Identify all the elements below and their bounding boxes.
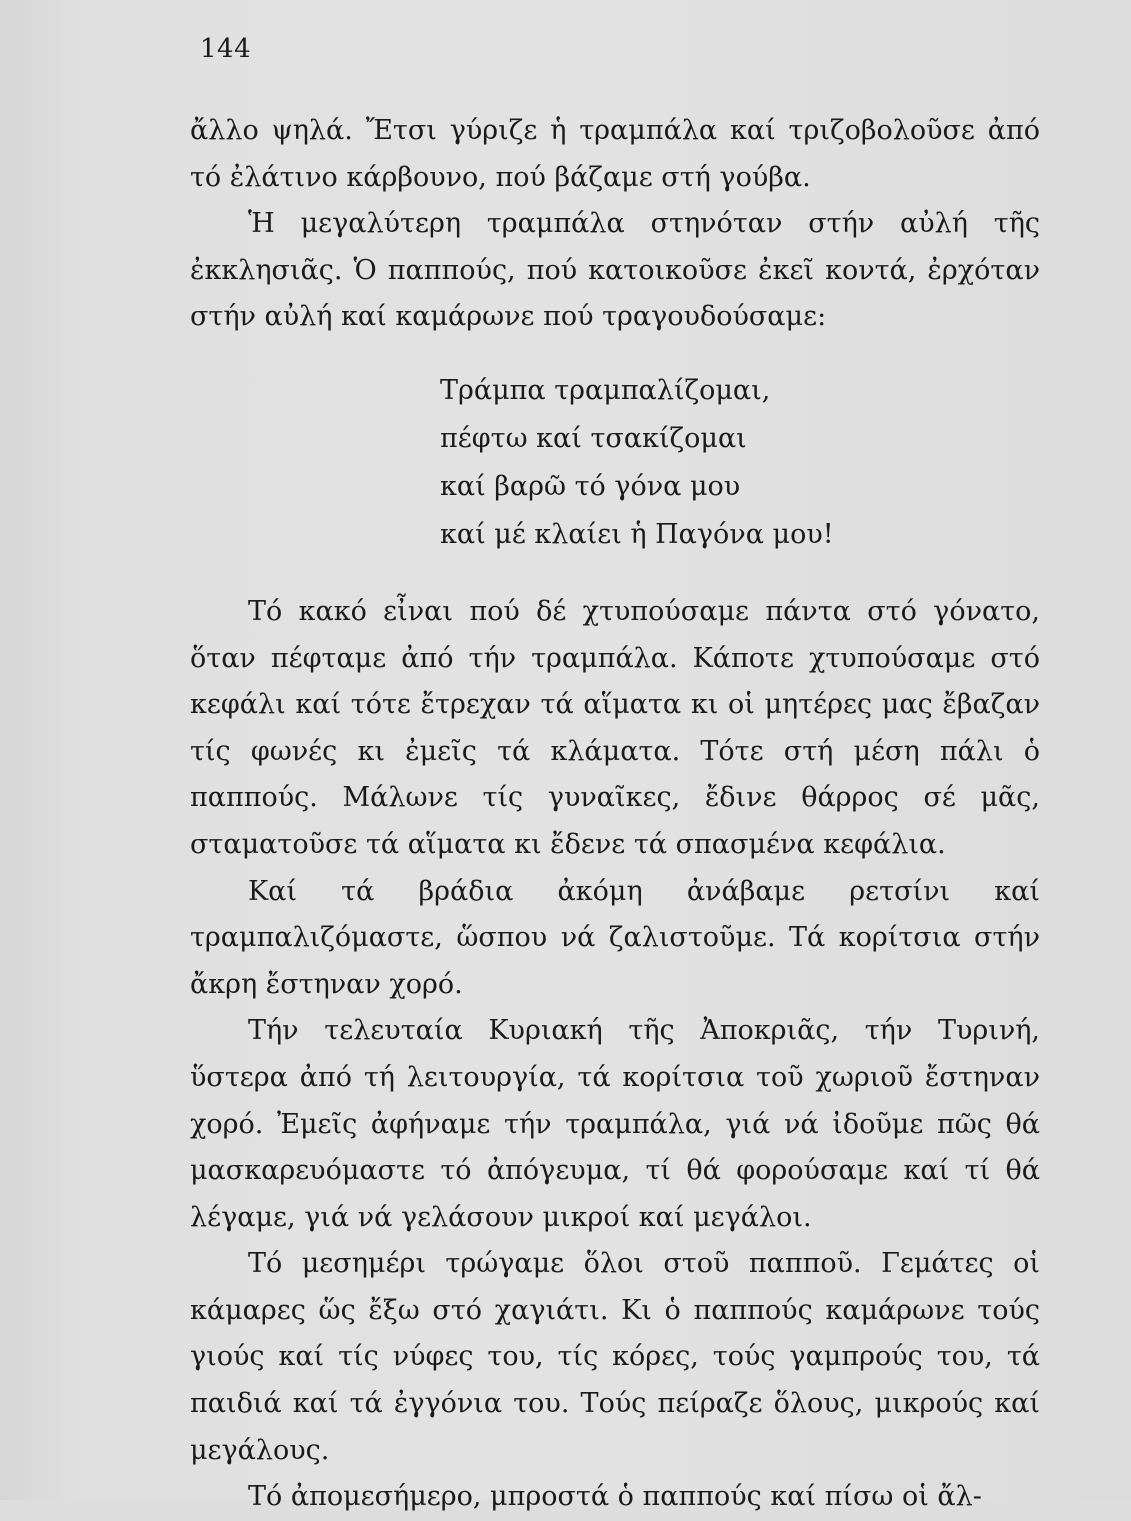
paragraph: Τό μεσημέρι τρώγαμε ὅλοι στοῦ παπποῦ. Γεμάτες οἱ κάμαρες ὥς ἔξω στό χαγιάτι. Κι ὁ παππούς καμάρωνε τούς γιούς καί τίς νύφες του, τίς κόρες, τούς γαμπρούς του, τά παιδιά καί τά ἐγγόνια του. Τούς πείραζε ὅλους, μικρούς καί μεγάλους. (190, 1248, 1040, 1466)
paragraph: Καί τά βράδια ἀκόμη ἀνάβαμε ρετσίνι καί τραμπαλιζόμαστε, ὥσπου νά ζαλιστοῦμε. Τά κορίτσια στήν ἄκρη ἔστηναν χορό. (190, 875, 1040, 1000)
poem-line: πέφτω καί τσακίζομαι (440, 422, 747, 454)
paragraph: Τό κακό εἶναι πού δέ χτυπούσαμε πάντα στό γόνατο, ὅταν πέφταμε ἀπό τήν τραμπάλα. Κάποτε χτυπούσαμε στό κεφάλι καί τότε ἔτρεχαν τά αἵματα κι οἱ μητέρες μας ἔβαζαν τίς φωνές κι ἐμεῖς τά κλάματα. Τότε στή μέση πάλι ὁ παππούς. Μάλωνε τίς γυναῖκες, ἔδινε θάρρος σέ μᾶς, σταματοῦσε τά αἵματα κι ἔδενε τά σπασμένα κεφάλια. (190, 595, 1040, 860)
paragraph: ἄλλο ψηλά. Ἔτσι γύριζε ἡ τραμπάλα καί τριζοβολοῦσε ἀπό τό ἐλάτινο κάρβουνο, πού βάζαμε στή γούβα. (190, 115, 1040, 193)
paragraph: Ἡ μεγαλύτερη τραμπάλα στηνόταν στήν αὐλή τῆς ἐκκλησιᾶς. Ὁ παππούς, πού κατοικοῦσε ἐκεῖ κοντά, ἐρχόταν στήν αὐλή καί καμάρωνε πού τραγουδούσαμε: (190, 208, 1040, 333)
poem-line: Τράμπα τραμπαλίζομαι, (440, 374, 771, 406)
poem-stanza (440, 367, 1040, 559)
body-text (190, 108, 1040, 1521)
poem-line: καί βαρῶ τό γόνα μου (440, 470, 741, 502)
paragraph: Τό ἀπομεσήμερο, μπροστά ὁ παππούς καί πίσω οἱ ἄλ- (248, 1481, 982, 1513)
page-number: 144 (200, 34, 252, 64)
poem-line: καί μέ κλαίει ἡ Παγόνα μου! (440, 518, 834, 550)
paragraph: Τήν τελευταία Κυριακή τῆς Ἀποκριᾶς, τήν Τυρινή, ὕστερα ἀπό τή λειτουργία, τά κορίτσια τοῦ χωριοῦ ἔστηναν χορό. Ἐμεῖς ἀφήναμε τήν τραμπάλα, γιά νά ἰδοῦμε πῶς θά μασκαρευόμαστε τό ἀπόγευμα, τί θά φορούσαμε καί τί θά λέγαμε, γιά νά γελάσουν μικροί καί μεγάλοι. (190, 1015, 1040, 1233)
